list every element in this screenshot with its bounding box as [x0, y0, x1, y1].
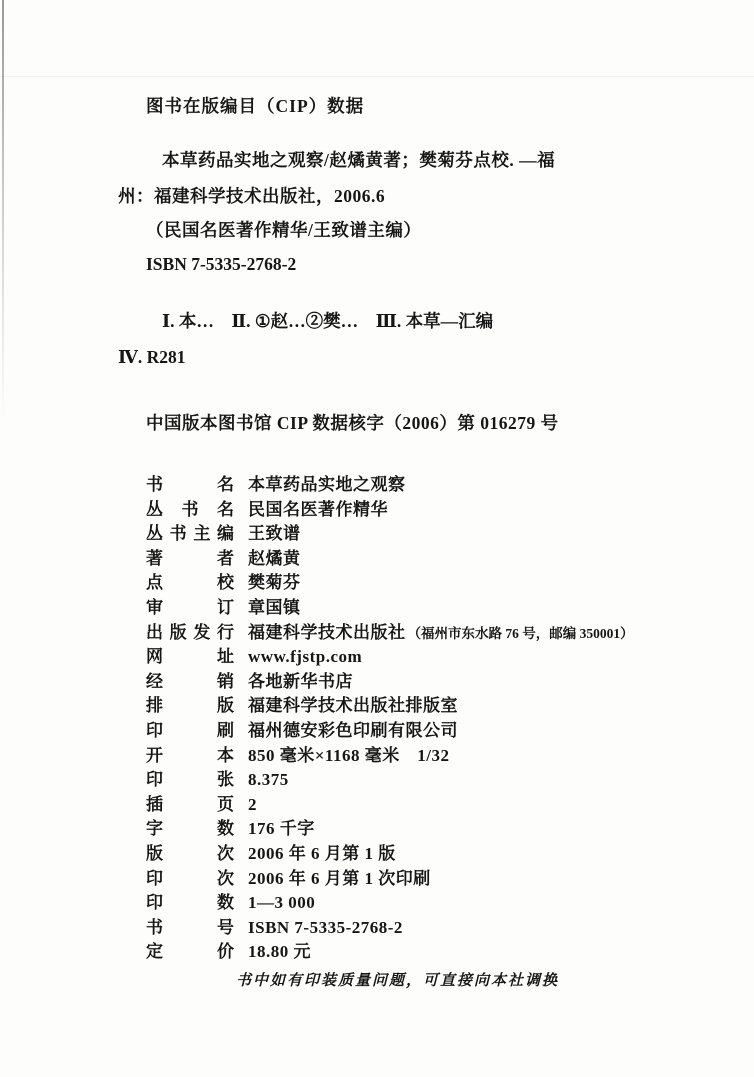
colophon-value: 福建科学技术出版社 — [248, 622, 406, 642]
cip-record-number: 中国版本图书馆 CIP 数据核字（2006）第 016279 号 — [146, 413, 559, 433]
colophon-row — [146, 940, 714, 965]
colophon-row — [146, 694, 714, 719]
colophon-list — [146, 473, 714, 965]
colophon-row — [146, 498, 714, 523]
colophon-label: 印数 — [146, 893, 234, 913]
colophon-label: 开本 — [146, 745, 234, 765]
colophon-label: 插页 — [146, 794, 234, 814]
classification-line1: Ⅰ. 本… Ⅱ. ①赵…②樊… Ⅲ. 本草—汇编 — [162, 311, 494, 331]
colophon-value: 章国镇 — [248, 597, 301, 617]
classification-line2: Ⅳ. R281 — [118, 347, 186, 367]
colophon-row — [146, 916, 714, 941]
colophon-value: 2006 年 6 月第 1 版 — [248, 843, 396, 863]
colophon-label: 丛书主编 — [146, 524, 234, 544]
cip-description — [118, 142, 714, 214]
quality-exchange-note: 书中如有印装质量问题，可直接向本社调换 — [236, 972, 560, 989]
colophon-value: 福建科学技术出版社排版室 — [248, 696, 458, 716]
colophon-row — [146, 867, 714, 892]
classification-block — [118, 303, 714, 375]
colophon-row — [146, 621, 714, 646]
cip-heading: 图书在版编目（CIP）数据 — [146, 96, 365, 116]
colophon-label: 审订 — [146, 597, 234, 617]
colophon-value: www.fjstp.com — [248, 647, 363, 667]
colophon-label: 印次 — [146, 868, 234, 888]
series-note: （民国名医著作精华/王致谱主编） — [146, 220, 422, 240]
colophon-label: 出版发行 — [146, 622, 234, 642]
colophon-label: 印刷 — [146, 720, 234, 740]
colophon-row — [146, 522, 714, 547]
colophon-row — [146, 744, 714, 769]
colophon-label: 网址 — [146, 647, 234, 667]
colophon-value: 民国名医著作精华 — [248, 499, 388, 519]
colophon-row — [146, 768, 714, 793]
colophon-value: 各地新华书店 — [248, 671, 353, 691]
colophon-row — [146, 891, 714, 916]
colophon-row — [146, 571, 714, 596]
cip-description-line1: 本草药品实地之观察/赵燏黄著；樊菊芬点校. —福 — [162, 150, 556, 170]
colophon-row — [146, 793, 714, 818]
colophon-value: 赵燏黄 — [248, 548, 301, 568]
colophon-label: 书名 — [146, 475, 234, 494]
colophon-value: 850 毫米×1168 毫米 1/32 — [248, 745, 450, 765]
colophon-row — [146, 547, 714, 572]
colophon-value: 樊菊芬 — [248, 573, 301, 593]
colophon-row — [146, 596, 714, 621]
cip-description-line2: 州：福建科学技术出版社，2006.6 — [118, 186, 386, 206]
colophon-row — [146, 473, 714, 498]
colophon-label: 印张 — [146, 770, 234, 790]
colophon-label: 点校 — [146, 573, 234, 593]
colophon-value-note: （福州市东水路 76 号，邮编 350001） — [407, 625, 634, 641]
colophon-label: 定价 — [146, 942, 234, 962]
colophon-row — [146, 817, 714, 842]
colophon-value: 18.80 元 — [248, 942, 311, 962]
colophon-value: 8.375 — [248, 770, 289, 790]
colophon-row — [146, 719, 714, 744]
colophon-value: 本草药品实地之观察 — [248, 475, 406, 494]
colophon-row — [146, 842, 714, 867]
colophon-label: 著者 — [146, 548, 234, 568]
colophon-value: 王致谱 — [248, 524, 301, 544]
colophon-label: 丛书名 — [146, 499, 234, 519]
colophon-row — [146, 645, 714, 670]
colophon-label: 版次 — [146, 843, 234, 863]
colophon-label: 字数 — [146, 819, 234, 839]
colophon-value: 2006 年 6 月第 1 次印刷 — [248, 868, 431, 888]
colophon-label: 书号 — [146, 917, 234, 937]
colophon-value: ISBN 7-5335-2768-2 — [248, 917, 403, 937]
colophon-value: 福州德安彩色印刷有限公司 — [248, 720, 458, 740]
isbn-line: ISBN 7-5335-2768-2 — [146, 254, 297, 274]
colophon-row — [146, 670, 714, 695]
colophon-value: 176 千字 — [248, 819, 315, 839]
colophon-value: 2 — [248, 794, 257, 814]
colophon-label: 经销 — [146, 671, 234, 691]
colophon-value: 1—3 000 — [248, 893, 316, 913]
colophon-label: 排版 — [146, 696, 234, 716]
